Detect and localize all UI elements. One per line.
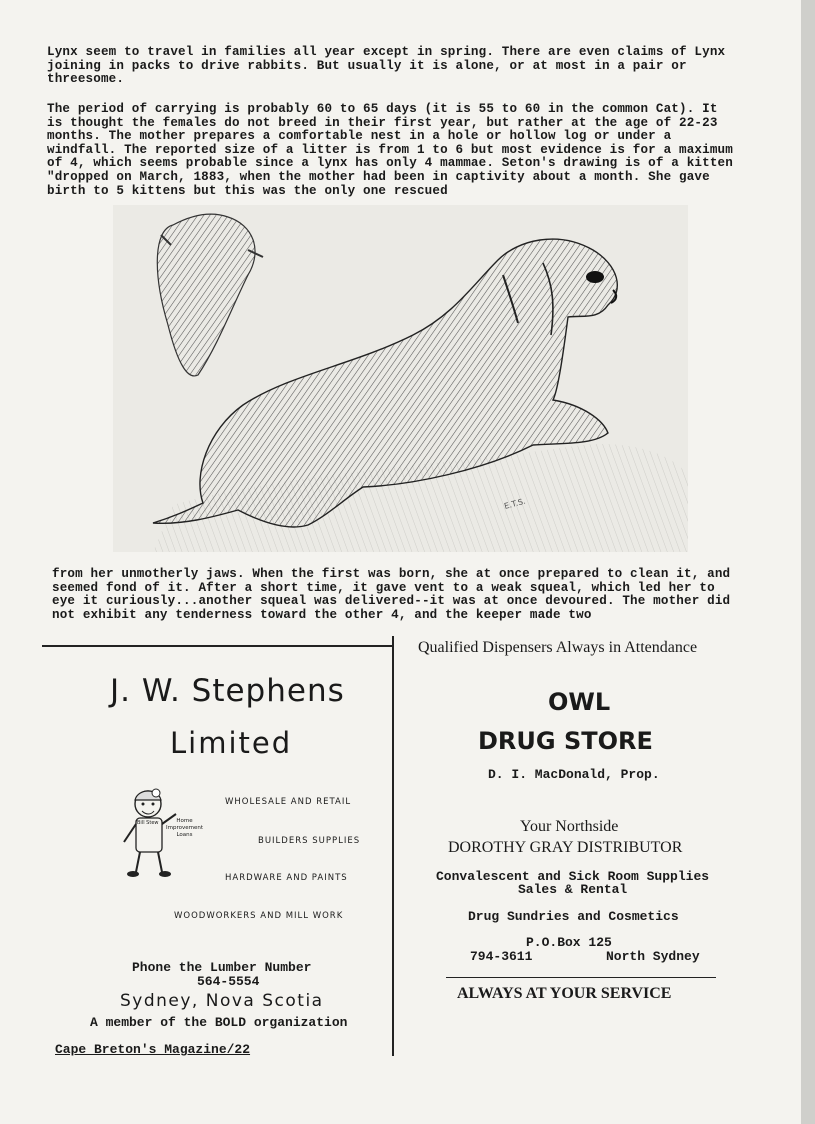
slogan-rule — [446, 977, 716, 978]
service-wholesale: WHOLESALE AND RETAIL — [225, 797, 352, 807]
phone-label: Phone the Lumber Number — [132, 960, 312, 975]
dorothy-gray-distributor: DOROTHY GRAY DISTRIBUTOR — [448, 839, 683, 856]
head-sketch — [157, 214, 263, 376]
illustration-signature: E.T.S. — [503, 496, 527, 511]
store-name-drug-store: DRUG STORE — [478, 727, 653, 755]
lynx-kitten-drawing — [113, 205, 688, 552]
service-woodworkers: WOODWORKERS AND MILL WORK — [174, 911, 344, 921]
stephens-advertisement — [42, 648, 392, 1048]
service-builders: BUILDERS SUPPLIES — [258, 836, 361, 846]
location: Sydney, Nova Scotia — [120, 991, 324, 1011]
service-hardware: HARDWARE AND PAINTS — [225, 873, 348, 883]
page-footer: Cape Breton's Magazine/22 — [55, 1042, 251, 1057]
dispensers-tagline: Qualified Dispensers Always in Attendance — [418, 639, 698, 656]
lynx-kitten-illustration — [113, 205, 688, 552]
store-town: North Sydney — [606, 949, 700, 964]
drug-sundries: Drug Sundries and Cosmetics — [468, 909, 679, 924]
mascot-badge: Bill Stew — [137, 820, 159, 826]
stephens-company-name: J. W. Stephens — [110, 673, 345, 709]
northside-line: Your Northside — [520, 818, 619, 835]
ad-divider-horizontal — [42, 645, 394, 647]
proprietor: D. I. MacDonald, Prop. — [488, 767, 660, 782]
store-name-owl: OWL — [548, 688, 611, 716]
article-paragraph-1: Lynx seem to travel in families all year except in spring. There are even claims of Lynx joining in packs to drive rabbits. But usually it is alone, or at most in a pair or threesome. — [47, 45, 726, 87]
stephens-company-suffix: Limited — [170, 726, 293, 760]
convalescent-supplies: Convalescent and Sick Room Supplies — [436, 869, 710, 884]
store-phone: 794-3611 — [470, 949, 533, 964]
mascot-caption: Home Improvement Loans — [166, 818, 203, 838]
article-paragraph-2: The period of carrying is probably 60 to 65 days (it is 55 to 60 in the common Cat). It is thought the females do not breed in their first year, but rather at the age of 22-23 months. The mother prepares a comfortable nest in a hole or hollow log or under a windfall. The reported size of a litter is from 1 to 6 but most evidence is for a maximum of 4, which seems probable since a lynx has only 4 mammae. Seton's drawing is of a kitten "dropped on March, 1883, when the mother had been in captivity about a month. She gave birth to 5 kittens but this was the only one rescued — [47, 102, 733, 198]
bold-membership: A member of the BOLD organization — [90, 1015, 348, 1030]
po-box: P.O.Box 125 — [526, 935, 612, 950]
page-edge-shadow — [801, 0, 815, 1124]
phone-number: 564-5554 — [197, 974, 260, 989]
article-paragraph-3: from her unmotherly jaws. When the first was born, she at once prepared to clean it, and seemed fond of it. After a short time, it gave vent to a weak squeal, which led her to eye it curiously...another squeal was delivered--it was at once devoured. The mother did not exhibit any tenderness toward the other 4, and the keeper made two — [52, 567, 731, 622]
sales-rental: Sales & Rental — [518, 882, 628, 897]
owl-drug-store-advertisement — [396, 636, 751, 1036]
service-slogan: ALWAYS AT YOUR SERVICE — [457, 985, 672, 1002]
ad-divider-vertical — [392, 636, 394, 1056]
